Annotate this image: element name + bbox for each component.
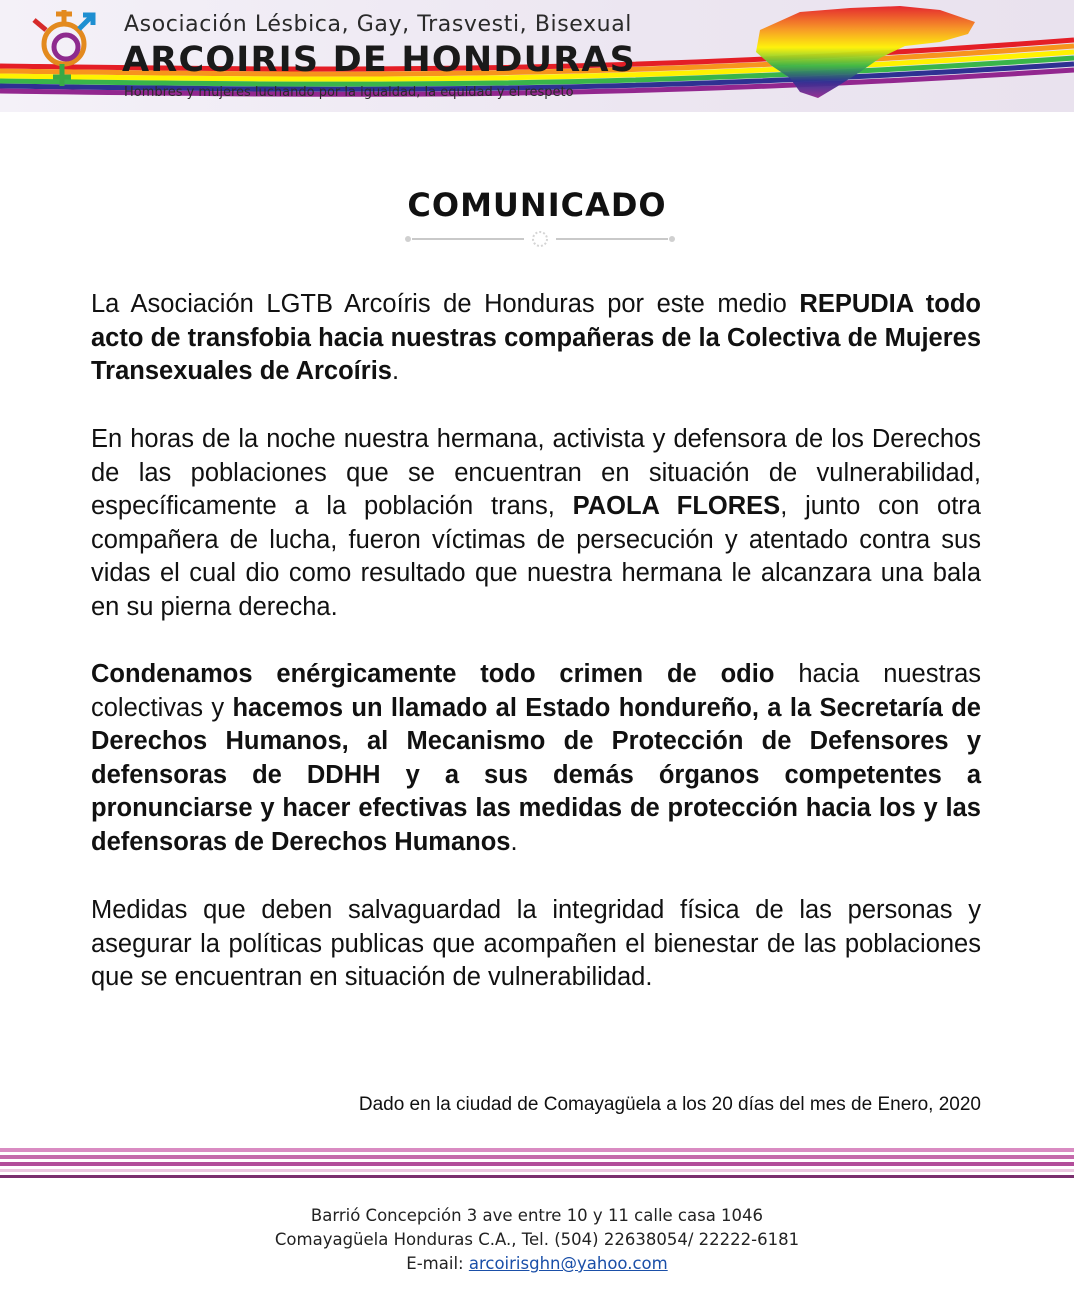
p3-text-end: . <box>510 827 518 856</box>
p2-text-start: En horas de la noche nuestra hermana, activista y defensora de los Derechos de las poblaciones que se encuentran en situación de vulnerabilidad, específicamente a la población trans, <box>91 425 981 521</box>
document-title: COMUNICADO <box>407 186 667 224</box>
organization-name: ARCOIRIS DE HONDURAS <box>122 40 637 80</box>
paragraph-repudia <box>91 288 981 389</box>
footer-stripe-3 <box>0 1162 1074 1166</box>
footer-stripe-2 <box>0 1155 1074 1159</box>
date-line: Dado en la ciudad de Comayagüela a los 20 días del mes de Enero, 2020 <box>358 1094 981 1115</box>
p1-bold-statement: REPUDIA todo acto de transfobia hacia nuestras compañeras de la Colectiva de Mujeres Transexuales de Arcoíris <box>91 290 982 386</box>
title-divider-ornament <box>402 229 678 249</box>
email-link[interactable]: arcoirisghn@yahoo.com <box>468 1254 668 1273</box>
footer-stripe-1 <box>0 1148 1074 1152</box>
paragraph-incident <box>91 423 981 625</box>
p3-text-middle: hacia nuestras colectivas y <box>91 660 982 722</box>
footer-stripe-4 <box>0 1169 1074 1172</box>
p1-text-start: La Asociación LGTB Arcoíris de Honduras por este medio <box>91 290 800 318</box>
footer-stripes <box>0 1146 1074 1180</box>
footer-email-line <box>0 1254 1074 1273</box>
ornament-left-dot <box>405 236 411 242</box>
p3-bold-condemn: Condenamos enérgicamente todo crimen de odio <box>91 660 775 688</box>
p2-text-end: , junto con otra compañera de lucha, fueron víctimas de persecución y atentado contra sus vidas el cual dio como resultado que nuestra hermana le alcanzara una bala en su pierna derecha. <box>91 492 981 621</box>
footer-stripe-5 <box>0 1175 1074 1178</box>
p3-bold-call: hacemos un llamado al Estado hondureño, a la Secretaría de Derechos Humanos, al Mecanismo de Protección de Defensores y defensoras de DDHH y a sus demás órganos competentes a pronunciarse y hacer efectivas las medidas de protección hacia los y las defensoras de Derechos Humanos <box>91 693 981 856</box>
letterhead <box>0 0 1074 112</box>
association-subtitle: Asociación Lésbica, Gay, Trasvesti, Bisexual <box>124 12 633 37</box>
footer-address-line2: Comayagüela Honduras C.A., Tel. (504) 22638054/ 22222-6181 <box>274 1230 800 1249</box>
ornament-right-dot <box>669 236 675 242</box>
footer-address-line1: Barrió Concepción 3 ave entre 10 y 11 calle casa 1046 <box>310 1206 764 1225</box>
email-label: E-mail: <box>406 1254 469 1273</box>
paragraph-measures: Medidas que deben salvaguardad la integridad física de las personas y asegurar la políticas publicas que acompañen el bienestar de las poblaciones que se encuentran en situación de vulnerabilidad. <box>91 896 981 992</box>
ornament-center-flourish <box>533 232 547 246</box>
paragraph-condemnation <box>91 658 981 860</box>
p1-text-end: . <box>391 357 400 386</box>
p2-bold-name: PAOLA FLORES <box>572 492 781 521</box>
organization-tagline: Hombres y mujeres luchando por la igualdad, la equidad y el respeto <box>124 85 574 100</box>
